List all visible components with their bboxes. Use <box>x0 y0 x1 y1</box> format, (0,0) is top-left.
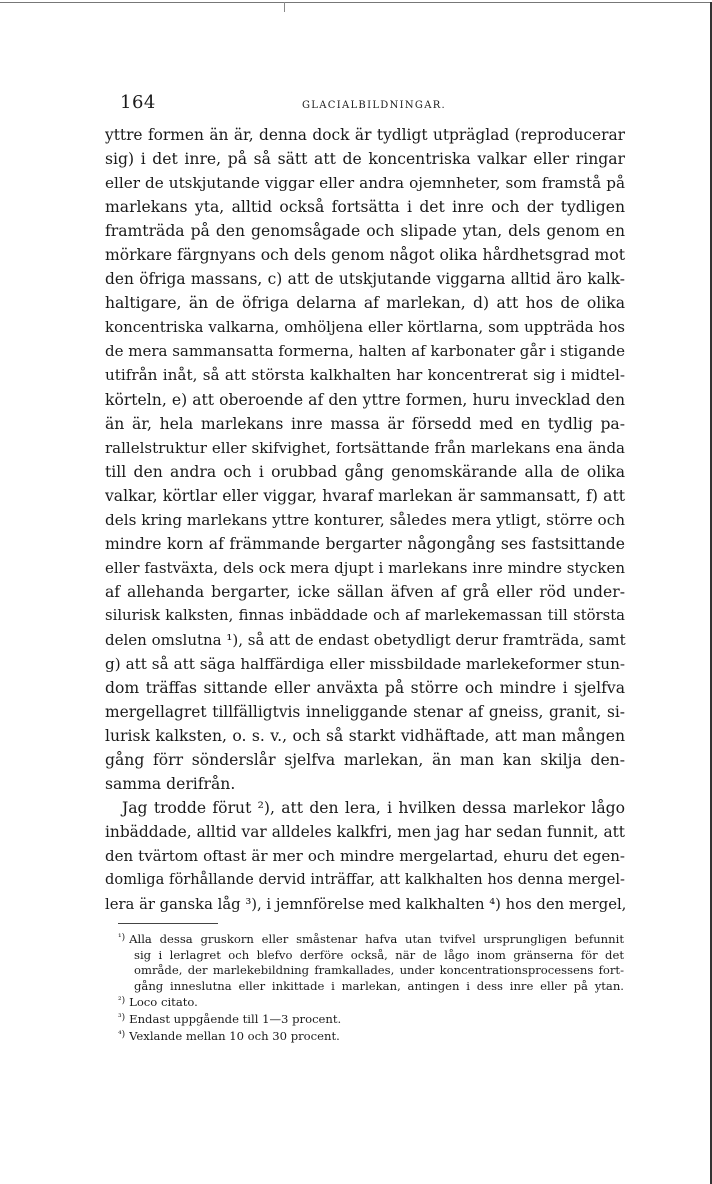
footnote-3 <box>118 1011 624 1028</box>
page-top-border <box>0 2 712 3</box>
body-line: dom träffas sittande eller anväxta på större och mindre i sjelfva <box>105 679 625 698</box>
footnote-1-line: sig i lerlagret och blefvo derföre också, när de lågo inom gränserna för det <box>134 947 624 962</box>
body-line: koncentriska valkarna, omhöljena eller körtlarna, som uppträda hos <box>105 318 625 337</box>
footnote-mark: ²) <box>118 996 126 1007</box>
footnote-text: Loco citato. <box>129 995 198 1010</box>
footnotes <box>118 931 624 1044</box>
body-line: delen omslutna ¹), så att de endast obetydligt derur framträda, samt <box>105 630 626 649</box>
footnote-mark: ⁴) <box>118 1029 126 1040</box>
body-line: lera är ganska låg ³), i jemnförelse med kalkhalten ⁴) hos den mergel, <box>105 895 627 913</box>
body-line: den tvärtom oftast är mer och mindre mergelartad, ehuru det egen- <box>105 847 625 866</box>
footnote-1-line: gång inneslutna eller inkittade i marlekan, antingen i dess inre eller på ytan. <box>134 978 624 993</box>
body-line: domliga förhållande dervid inträffar, att kalkhalten hos denna mergel- <box>105 871 625 889</box>
body-line: dels kring marlekans yttre konturer, således mera ytligt, större och <box>105 510 625 529</box>
body-line: gång förr sönderslår sjelfva marlekan, än man kan skilja den- <box>105 751 625 770</box>
body-line: utifrån inåt, så att största kalkhalten har koncentrerat sig i midtel- <box>105 366 625 385</box>
paragraph-start-line: Jag trodde förut ²), att den lera, i hvilken dessa marlekor lågo <box>122 799 625 818</box>
footnote-1-line: område, der marlekebildning framkallades, under koncentrationsprocessens fort- <box>134 963 624 978</box>
body-line: eller de utskjutande viggar eller andra ojemnheter, som framstå på <box>105 174 625 193</box>
body-line: de mera sammansatta formerna, halten af karbonater går i stigande <box>105 342 626 361</box>
footnote-2 <box>118 994 624 1011</box>
body-line: mergellagret tillfälligtvis inneliggande stenar af gneiss, granit, si- <box>105 703 625 722</box>
body-line: framträda på den genomsågade och slipade ytan, dels genom en <box>105 222 625 241</box>
footnote-mark: ³) <box>118 1012 126 1023</box>
body-line: sig) i det inre, på så sätt att de koncentriska valkar eller ringar <box>105 150 625 169</box>
body-line: lurisk kalksten, o. s. v., och så starkt vidhäftade, att man mången <box>105 727 625 746</box>
body-line: af allehanda bergarter, icke sällan äfven af grå eller röd under- <box>105 582 625 601</box>
body-line: än är, hela marlekans inre massa är försedd med en tydlig pa- <box>105 414 625 433</box>
body-line: eller fastväxta, dels ock mera djupt i marlekans inre mindre stycken <box>105 558 625 577</box>
footnote-mark: ¹) <box>118 933 126 943</box>
footnote-4 <box>118 1028 624 1045</box>
body-line: haltigare, än de öfriga delarna af marlekan, d) att hos de olika <box>105 294 625 313</box>
body-line: g) att så att säga halffärdiga eller missbildade marlekeformer stun- <box>105 655 625 674</box>
paragraph-end-line: samma derifrån. <box>105 775 236 794</box>
body-line: yttre formen än är, denna dock är tydligt utpräglad (reproducerar <box>105 126 625 144</box>
footnote-text: Vexlande mellan 10 och 30 procent. <box>129 1028 340 1043</box>
body-line: mindre korn af främmande bergarter någongång ses fastsittande <box>105 534 625 553</box>
footnote-text: Endast uppgående till 1—3 procent. <box>129 1011 342 1026</box>
page-number: 164 <box>120 92 156 113</box>
body-line: inbäddade, alltid var alldeles kalkfri, men jag har sedan funnit, att <box>105 823 625 842</box>
body-line: körteln, e) att oberoende af den yttre formen, huru invecklad den <box>105 390 625 409</box>
footnote-1 <box>118 931 624 948</box>
body-line: till den andra och i orubbad gång genomskärande alla de olika <box>105 462 625 481</box>
body-line: marlekans yta, alltid också fortsätta i det inre och der tydligen <box>105 198 625 217</box>
body-line: den öfriga massans, c) att de utskjutande viggarna alltid äro kalk- <box>105 270 625 289</box>
body-line: silurisk kalksten, finnas inbäddade och af marlekemassan till största <box>105 606 625 624</box>
body-line: mörkare färgnyans och dels genom något olika hårdhetsgrad mot <box>105 246 625 265</box>
footnote-text: Alla dessa gruskorn eller småstenar hafva utan tvifvel ursprungligen befunnit <box>129 932 624 946</box>
body-line: valkar, körtlar eller viggar, hvaraf marlekan är sammansatt, f) att <box>105 486 625 505</box>
running-head: GLACIALBILDNINGAR. <box>302 100 447 111</box>
body-text <box>105 123 625 917</box>
body-line: rallelstruktur eller skifvighet, fortsättande från marlekans ena ända <box>105 438 625 457</box>
scan-mark <box>284 2 285 12</box>
footnote-separator <box>118 923 218 924</box>
